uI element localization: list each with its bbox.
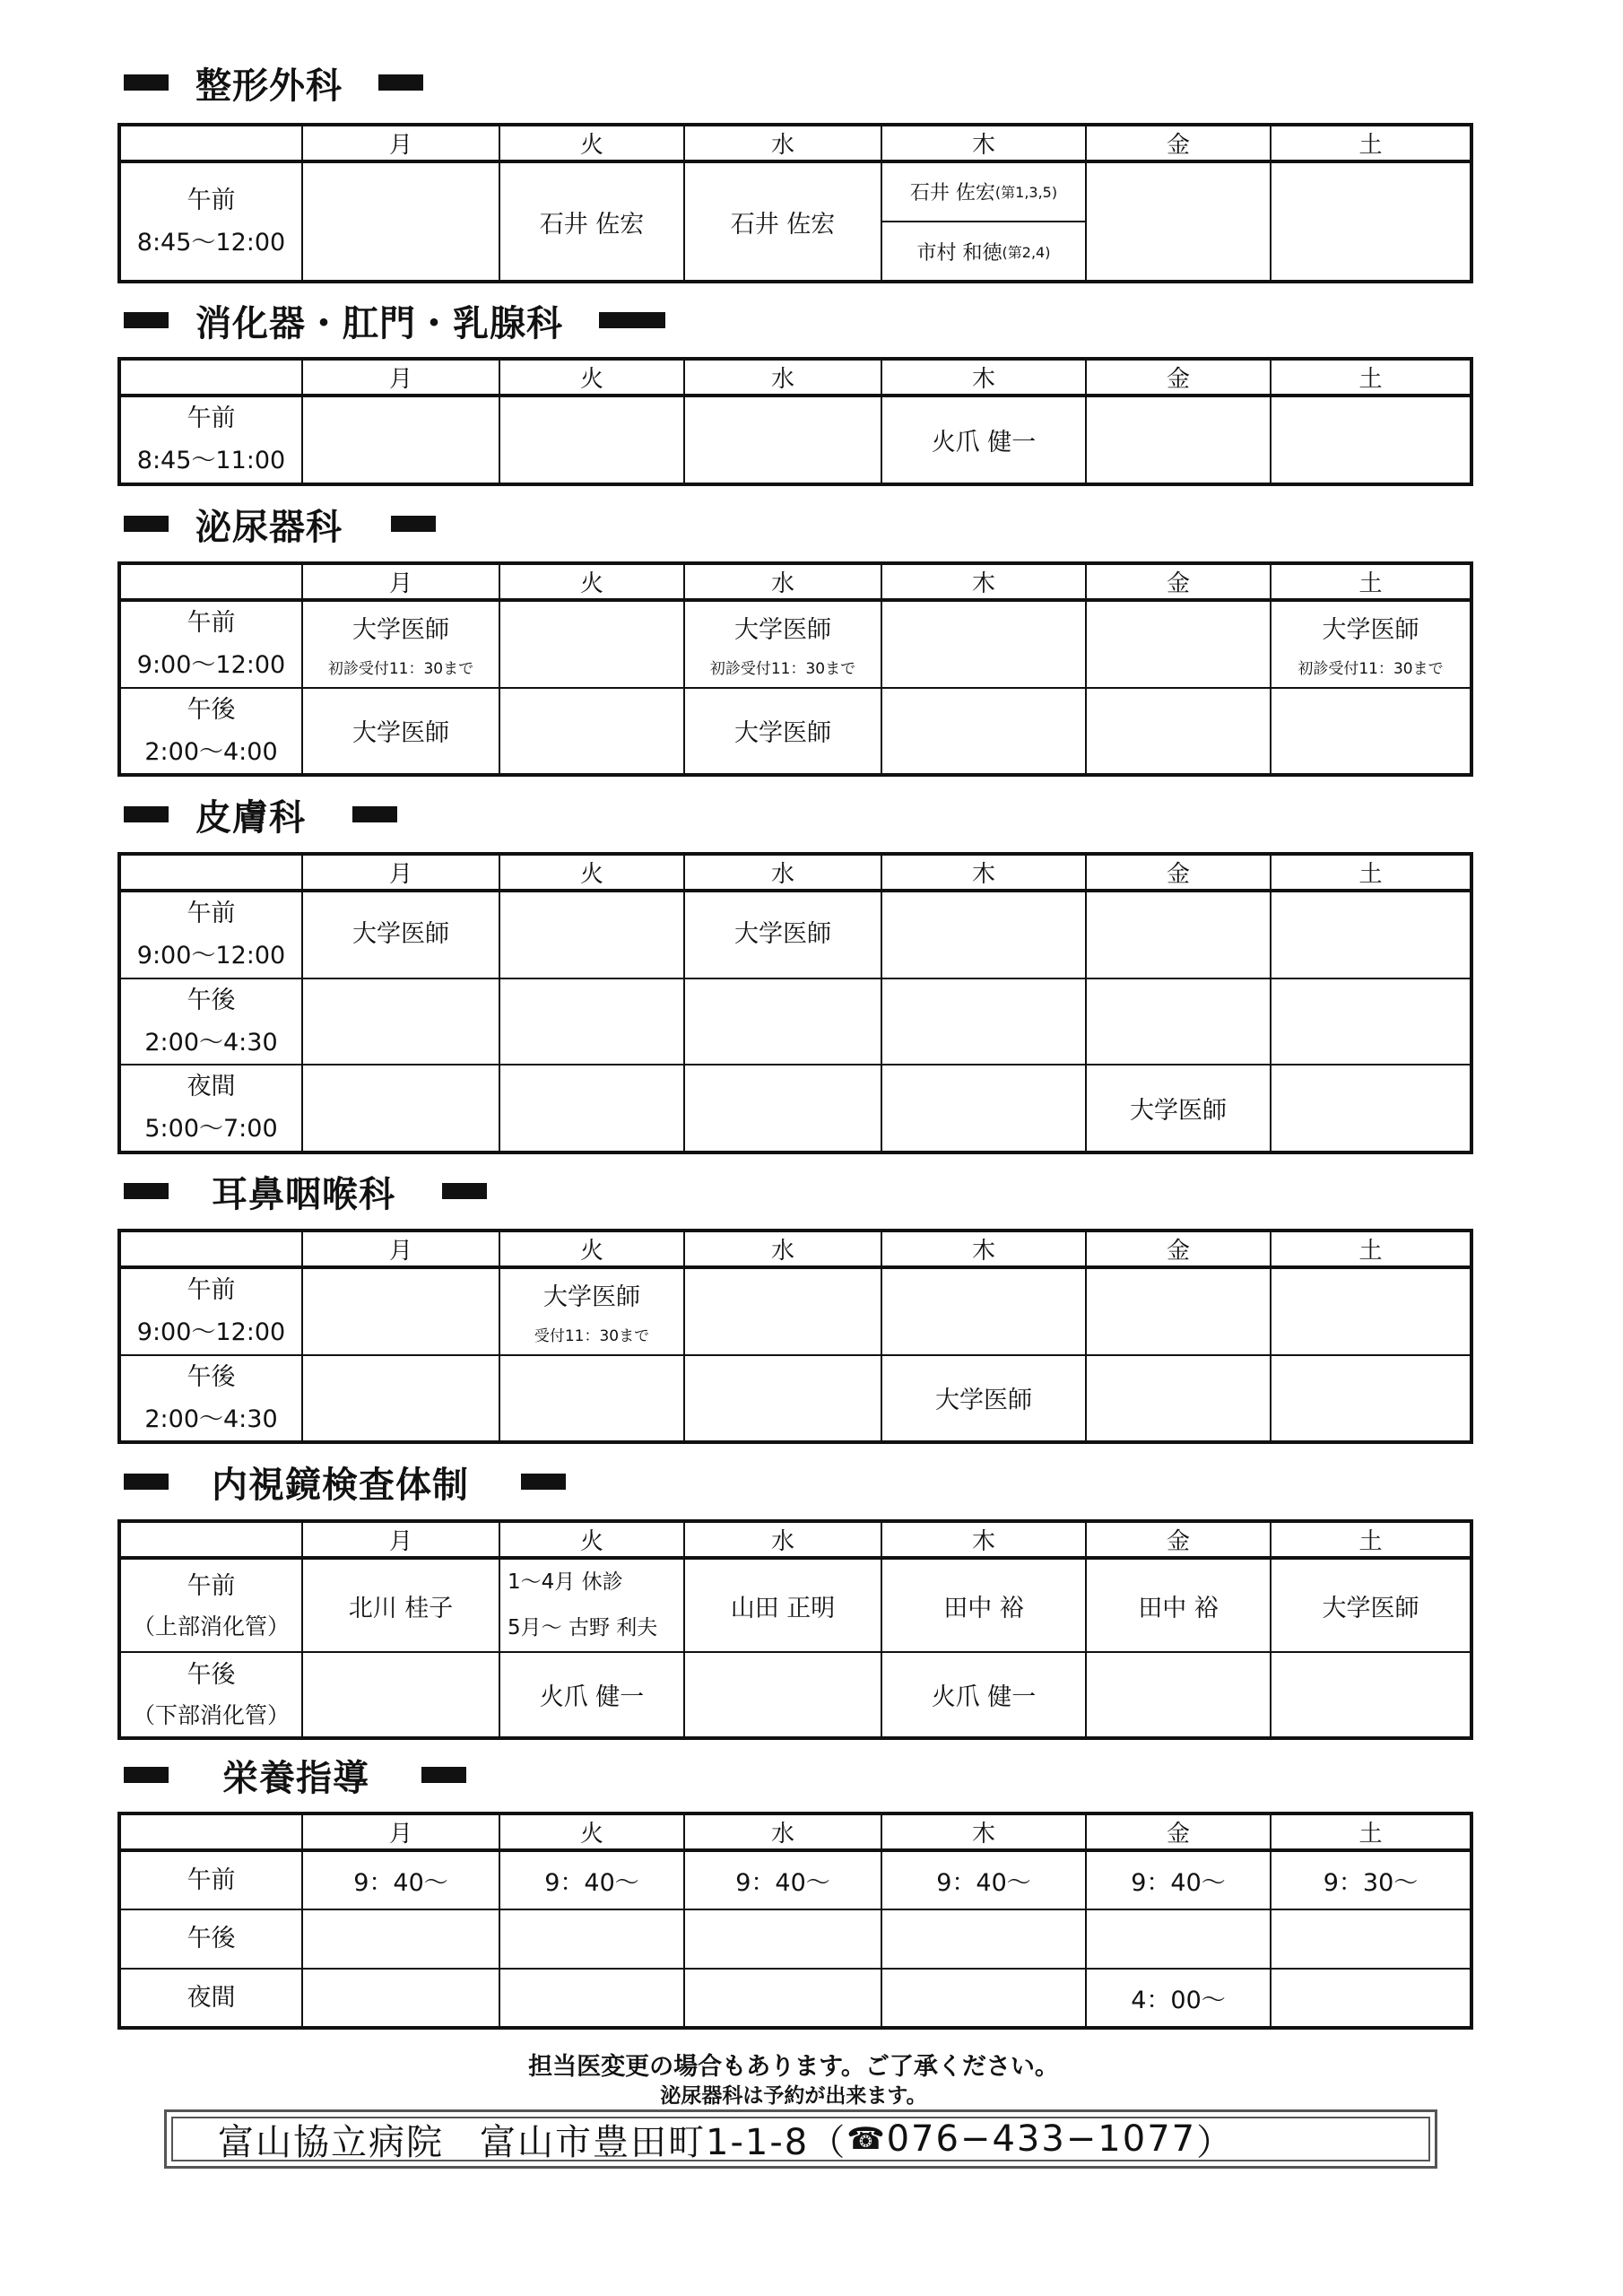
header-day: 水 (684, 359, 881, 396)
schedule-cell (1086, 891, 1271, 978)
split-cell-bottom (882, 222, 1085, 281)
header-day: 金 (1086, 359, 1271, 396)
schedule-cell (1086, 1652, 1271, 1738)
title-bar-right (599, 312, 665, 328)
header-day: 月 (302, 563, 499, 600)
header-day: 土 (1271, 125, 1471, 161)
reception-note: 受付11：30まで (534, 1327, 650, 1346)
header-day: 水 (684, 1521, 881, 1558)
schedule-cell (1271, 1355, 1471, 1443)
schedule-cell (499, 396, 684, 484)
table-hinyouki (117, 561, 1473, 777)
doctor-name: 市村 和徳 (916, 242, 1002, 265)
title-bar-left (124, 312, 169, 328)
row-label (119, 1267, 302, 1355)
schedule-cell (1271, 1652, 1471, 1738)
row-label-period: 午後 (187, 986, 236, 1014)
schedule-cell (684, 1652, 881, 1738)
row-label-time: 2:00〜4:00 (144, 737, 278, 766)
row-label (119, 1355, 302, 1443)
table-header-row (119, 125, 1471, 161)
header-empty (119, 1521, 302, 1558)
header-day: 火 (499, 1231, 684, 1267)
schedule-cell (1086, 1909, 1271, 1969)
header-day: 土 (1271, 359, 1471, 396)
schedule-cell (302, 1065, 499, 1152)
schedule-cell (499, 600, 684, 688)
schedule-cell (1271, 1969, 1471, 2028)
schedule-cell: 大学医師 (302, 891, 499, 978)
schedule-cell (881, 1969, 1086, 2028)
schedule-cell (684, 1065, 881, 1152)
header-day: 月 (302, 359, 499, 396)
schedule-cell: 大学医師 (684, 891, 881, 978)
row-label-time: 9:00〜12:00 (136, 1318, 286, 1347)
schedule-cell: 北川 桂子 (302, 1558, 499, 1652)
hospital-footer-inner (171, 2117, 1430, 2161)
row-label (119, 891, 302, 978)
row-label (119, 161, 302, 282)
schedule-cell (881, 600, 1086, 688)
header-day: 水 (684, 854, 881, 891)
schedule-cell (881, 688, 1086, 776)
section-title-text: 耳鼻咽喉科 (212, 1173, 395, 1215)
title-bar-left (124, 1767, 169, 1783)
section-title-text: 泌尿器科 (195, 506, 343, 548)
header-day: 木 (881, 854, 1086, 891)
schedule-cell (499, 1065, 684, 1152)
row-label (119, 1558, 302, 1652)
title-bar-left (124, 74, 169, 91)
schedule-cell (1086, 1267, 1271, 1355)
doctor-name: 大学医師 (352, 616, 449, 645)
split-cell-top (882, 162, 1085, 222)
header-day: 月 (302, 1231, 499, 1267)
row-label-period: 午前 (187, 900, 236, 927)
schedule-cell (684, 1267, 881, 1355)
table-row (119, 1652, 1471, 1738)
phone-icon: ☎ (846, 2121, 887, 2157)
header-day: 月 (302, 854, 499, 891)
header-day: 月 (302, 1813, 499, 1850)
schedule-cell: 火爪 健一 (881, 1652, 1086, 1738)
row-label-time: 8:45〜11:00 (136, 447, 286, 475)
header-day: 火 (499, 854, 684, 891)
header-empty (119, 125, 302, 161)
schedule-cell: 4：00〜 (1086, 1969, 1271, 2028)
schedule-cell (499, 688, 684, 776)
schedule-cell (1271, 1267, 1471, 1355)
header-day: 火 (499, 1521, 684, 1558)
schedule-line: 1〜4月 休診 (508, 1570, 623, 1595)
schedule-cell: 大学医師 (1271, 1558, 1471, 1652)
header-day: 火 (499, 359, 684, 396)
header-day: 火 (499, 1813, 684, 1850)
notice-reservation: 泌尿器科は予約が出来ます。 (660, 2084, 927, 2108)
doctor-name: 大学医師 (543, 1283, 640, 1312)
table-header-row (119, 1813, 1471, 1850)
schedule-cell (499, 1909, 684, 1969)
schedule-cell (499, 978, 684, 1065)
row-label-time: 8:45〜12:00 (136, 229, 286, 257)
schedule-cell: 9：40〜 (499, 1850, 684, 1909)
schedule-cell (1271, 1909, 1471, 1969)
table-hifu (117, 852, 1473, 1154)
header-day: 金 (1086, 854, 1271, 891)
row-label (119, 688, 302, 776)
schedule-cell (1271, 978, 1471, 1065)
section-title-shoukaki (124, 291, 665, 349)
header-day: 木 (881, 1521, 1086, 1558)
schedule-cell (881, 1909, 1086, 1969)
header-day: 金 (1086, 1521, 1271, 1558)
phone-number: 076−433−1077 (886, 2118, 1197, 2160)
schedule-cell: 9：40〜 (881, 1850, 1086, 1909)
schedule-cell (1086, 600, 1271, 688)
header-day: 金 (1086, 1231, 1271, 1267)
row-label-period: 午前 (187, 404, 236, 432)
row-label-time: 9:00〜12:00 (136, 651, 286, 680)
hospital-footer (164, 2109, 1437, 2169)
reception-note: 初診受付11：30まで (709, 660, 856, 679)
week-note: (第1,3,5) (994, 184, 1058, 201)
schedule-cell (499, 1355, 684, 1443)
week-note: (第2,4) (1002, 244, 1051, 261)
schedule-cell (499, 1969, 684, 2028)
row-label (119, 1652, 302, 1738)
row-label-time: 5:00〜7:00 (144, 1115, 278, 1144)
row-label-note: （下部消化管） (132, 1702, 290, 1729)
header-day: 木 (881, 1231, 1086, 1267)
schedule-cell (302, 1909, 499, 1969)
schedule-cell: 田中 裕 (881, 1558, 1086, 1652)
header-day: 水 (684, 1813, 881, 1850)
section-title-seikei (124, 54, 423, 111)
schedule-cell: 大学医師 (881, 1355, 1086, 1443)
row-label (119, 1065, 302, 1152)
table-header-row (119, 854, 1471, 891)
table-row (119, 1969, 1471, 2028)
row-label-period: 午後 (187, 695, 236, 724)
phone-paren-close: ） (1196, 2121, 1235, 2163)
row-label-period: 午前 (187, 1276, 236, 1304)
row-label-period: 午後 (187, 1661, 236, 1689)
table-row (119, 978, 1471, 1065)
table-row (119, 891, 1471, 978)
row-label-time: 2:00〜4:30 (144, 1405, 278, 1433)
header-day: 火 (499, 563, 684, 600)
schedule-cell: 9：30〜 (1271, 1850, 1471, 1909)
row-label: 午前 (119, 1850, 302, 1909)
schedule-cell-split (881, 161, 1086, 282)
schedule-cell: 大学医師 (302, 688, 499, 776)
header-empty (119, 1813, 302, 1850)
section-title-text: 内視鏡検査体制 (212, 1464, 469, 1506)
title-bar-right (421, 1767, 466, 1783)
row-label-time: 9:00〜12:00 (136, 942, 286, 970)
hospital-name: 富山協立病院 (218, 2121, 444, 2163)
table-header-row (119, 563, 1471, 600)
table-eiyou (117, 1812, 1473, 2030)
row-label (119, 396, 302, 484)
title-bar-left (124, 516, 169, 532)
header-day: 金 (1086, 125, 1271, 161)
header-day: 月 (302, 1521, 499, 1558)
header-day: 木 (881, 1813, 1086, 1850)
title-bar-left (124, 806, 169, 822)
title-bar-left (124, 1474, 169, 1490)
table-row (119, 1355, 1471, 1443)
table-row (119, 1065, 1471, 1152)
schedule-cell: 石井 佐宏 (499, 161, 684, 282)
schedule-cell: 火爪 健一 (881, 396, 1086, 484)
schedule-cell (1086, 161, 1271, 282)
schedule-cell: 火爪 健一 (499, 1652, 684, 1738)
schedule-cell (1271, 891, 1471, 978)
row-label (119, 978, 302, 1065)
section-title-text: 消化器・肛門・乳腺科 (195, 302, 563, 344)
schedule-cell: 9：40〜 (302, 1850, 499, 1909)
section-title-jibi (124, 1162, 487, 1220)
table-row (119, 1267, 1471, 1355)
row-label-period: 午前 (187, 1571, 236, 1600)
schedule-cell (1086, 396, 1271, 484)
schedule-cell (684, 1355, 881, 1443)
header-empty (119, 854, 302, 891)
schedule-cell: 石井 佐宏 (684, 161, 881, 282)
header-day: 水 (684, 563, 881, 600)
header-day: 土 (1271, 563, 1471, 600)
row-label-period: 午前 (187, 609, 236, 637)
row-label-period: 午前 (187, 186, 236, 214)
header-day: 水 (684, 125, 881, 161)
header-day: 土 (1271, 1231, 1471, 1267)
table-header-row (119, 1231, 1471, 1267)
schedule-cell (302, 978, 499, 1065)
schedule-cell (881, 891, 1086, 978)
header-day: 土 (1271, 1813, 1471, 1850)
header-empty (119, 1231, 302, 1267)
title-bar-left (124, 1183, 169, 1199)
section-title-text: 栄養指導 (222, 1757, 369, 1799)
title-bar-right (442, 1183, 487, 1199)
table-seikei (117, 123, 1473, 283)
table-row (119, 1850, 1471, 1909)
row-label: 午後 (119, 1909, 302, 1969)
schedule-cell: 9：40〜 (1086, 1850, 1271, 1909)
schedule-cell (881, 1065, 1086, 1152)
schedule-cell (684, 1909, 881, 1969)
section-title-text: 整形外科 (195, 65, 343, 107)
row-label-period: 午後 (187, 1362, 236, 1391)
header-day: 水 (684, 1231, 881, 1267)
schedule-cell (302, 1969, 499, 2028)
header-empty (119, 359, 302, 396)
section-title-text: 皮膚科 (195, 796, 306, 839)
reception-note: 初診受付11：30まで (1298, 660, 1444, 679)
table-row (119, 600, 1471, 688)
header-day: 火 (499, 125, 684, 161)
table-header-row (119, 1521, 1471, 1558)
schedule-cell (302, 161, 499, 282)
header-day: 土 (1271, 1521, 1471, 1558)
schedule-cell: 大学医師 (1086, 1065, 1271, 1152)
table-shoukaki (117, 357, 1473, 486)
section-title-hinyouki (124, 495, 436, 552)
table-row (119, 161, 1471, 282)
title-bar-right (391, 516, 436, 532)
row-label-time: 2:00〜4:30 (144, 1028, 278, 1057)
table-jibi (117, 1229, 1473, 1444)
row-label: 夜間 (119, 1969, 302, 2028)
title-bar-right (521, 1474, 566, 1490)
hospital-address: 富山市豊田町1-1-8 (480, 2121, 810, 2163)
header-empty (119, 563, 302, 600)
row-label (119, 600, 302, 688)
schedule-cell (302, 1652, 499, 1738)
notice-change: 担当医変更の場合もあります。ご了承ください。 (528, 2053, 1059, 2081)
title-bar-right (352, 806, 397, 822)
schedule-cell (881, 978, 1086, 1065)
schedule-cell (1271, 1065, 1471, 1152)
schedule-cell (881, 1267, 1086, 1355)
schedule-line: 5月〜 古野 利夫 (508, 1616, 658, 1639)
doctor-name: 大学医師 (734, 616, 831, 645)
table-row (119, 396, 1471, 484)
row-label-note: （上部消化管） (132, 1613, 290, 1639)
doctor-name: 大学医師 (1322, 616, 1419, 645)
header-day: 金 (1086, 1813, 1271, 1850)
schedule-cell (302, 600, 499, 688)
section-title-naishikyou (124, 1453, 566, 1510)
schedule-cell (684, 1969, 881, 2028)
schedule-cell (302, 396, 499, 484)
row-label-period: 夜間 (187, 1073, 236, 1100)
schedule-cell: 田中 裕 (1086, 1558, 1271, 1652)
schedule-cell (302, 1355, 499, 1443)
schedule-cell (684, 600, 881, 688)
schedule-cell: 大学医師 (684, 688, 881, 776)
table-row (119, 1909, 1471, 1969)
schedule-cell-lines (500, 1560, 683, 1651)
schedule-cell (1086, 1355, 1271, 1443)
header-day: 金 (1086, 563, 1271, 600)
section-title-hifu (124, 786, 397, 843)
phone-paren-open: （ (809, 2121, 847, 2163)
schedule-cell (1086, 978, 1271, 1065)
schedule-cell (499, 1558, 684, 1652)
table-header-row (119, 359, 1471, 396)
section-title-eiyou (124, 1746, 466, 1804)
table-naishikyou (117, 1519, 1473, 1740)
schedule-cell (684, 978, 881, 1065)
schedule-cell (1271, 396, 1471, 484)
schedule-cell (1271, 688, 1471, 776)
header-day: 月 (302, 125, 499, 161)
reception-note: 初診受付11：30まで (327, 660, 474, 679)
header-day: 木 (881, 125, 1086, 161)
schedule-cell (1086, 688, 1271, 776)
title-bar-right (378, 74, 423, 91)
schedule-cell (499, 1267, 684, 1355)
header-day: 土 (1271, 854, 1471, 891)
schedule-cell: 9：40〜 (684, 1850, 881, 1909)
table-row (119, 688, 1471, 776)
header-day: 木 (881, 359, 1086, 396)
schedule-cell (1271, 161, 1471, 282)
table-row (119, 1558, 1471, 1652)
schedule-cell (684, 396, 881, 484)
schedule-cell (1271, 600, 1471, 688)
schedule-cell (499, 891, 684, 978)
header-day: 木 (881, 563, 1086, 600)
doctor-name: 石井 佐宏 (909, 182, 995, 204)
schedule-cell: 山田 正明 (684, 1558, 881, 1652)
schedule-cell (302, 1267, 499, 1355)
